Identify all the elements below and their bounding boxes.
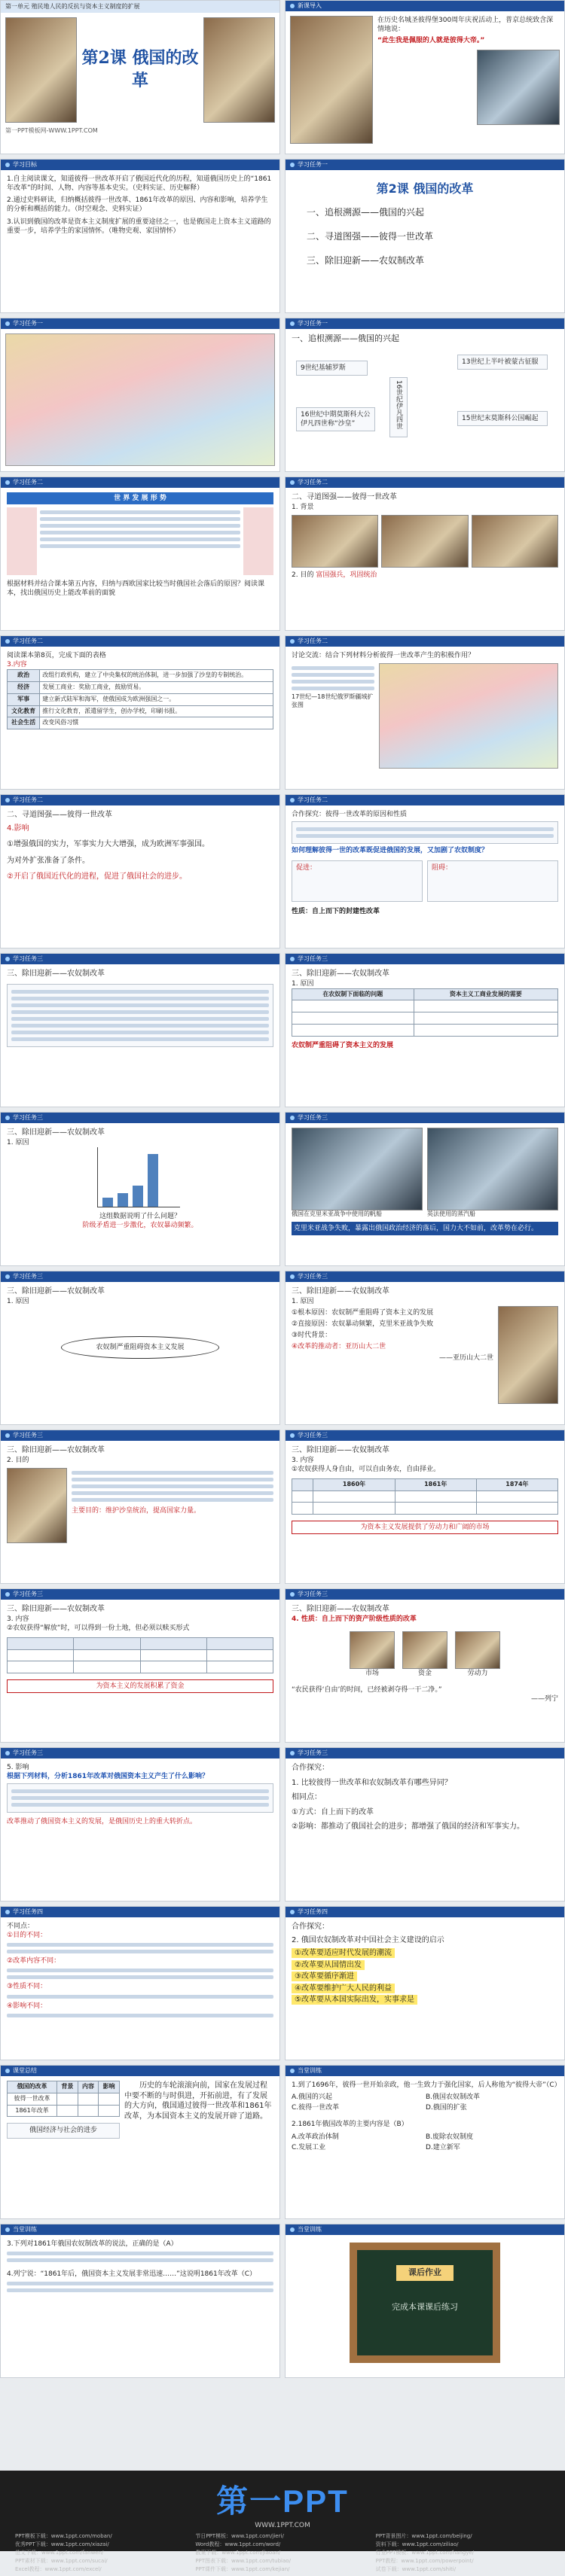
goal-item: 3.认识到俄国的改革是资本主义制度扩展的重要途径之一，也是俄国走上资本主义道路的重要一步，培养学生的家国情怀。（唯物史观、家国情怀）: [7, 218, 271, 235]
labor-image: [455, 1631, 500, 1669]
portrait-alexander-image: [7, 1468, 67, 1543]
slide-peter-background[interactable]: [285, 477, 565, 631]
slide-rise[interactable]: [285, 318, 565, 472]
inspiration-item: ①改革要适应时代发展的潮流: [292, 1948, 395, 1958]
slide-header: 学习任务二: [13, 796, 43, 803]
slide-header: 当堂训练: [298, 2066, 322, 2074]
slide-serfdom-cause-table[interactable]: [285, 953, 565, 1107]
bullet-icon: [5, 1592, 10, 1597]
promote-box: 促进：: [292, 860, 423, 902]
timeline-node: 9世纪基辅罗斯: [296, 361, 368, 376]
question: 2.1861年俄国改革的主要内容是（B）: [292, 2121, 408, 2129]
slide-title[interactable]: [0, 0, 280, 154]
expansion-map-image: [379, 663, 558, 769]
history-image: [292, 515, 378, 568]
slide-header: 学习任务三: [298, 1272, 328, 1280]
content-label: 3. 内容: [292, 1456, 314, 1464]
image-caption: 俄国在克里米亚战争中使用的帆船: [292, 1210, 382, 1217]
option[interactable]: B.废除农奴制度: [426, 2133, 474, 2141]
effect-label: 5. 影响: [7, 1764, 29, 1771]
footer-link[interactable]: 行业PPT模板：www.1ppt.com/hangye/: [375, 2550, 475, 2556]
steamship-image: [427, 1128, 558, 1210]
effect-label: 4.影响: [7, 824, 29, 833]
market-image: [350, 1631, 395, 1669]
diff-item: ①目的不同：: [7, 1932, 47, 1940]
slide-header: 学习任务三: [13, 1590, 43, 1597]
cause-item: ①根本原因：农奴制严重阻碍了资本主义的发展: [292, 1308, 434, 1317]
slide-header: 学习任务一: [298, 160, 328, 168]
diff-item: ④影响不同：: [7, 2002, 47, 2010]
slide-header: 学习任务三: [298, 1749, 328, 1756]
inspiration-item: ②改革要从国情出发: [292, 1960, 365, 1970]
bullet-icon: [5, 1116, 10, 1120]
option[interactable]: B.俄国农奴制改革: [426, 2093, 481, 2102]
slide-header: 学习任务二: [298, 796, 328, 803]
slide-header: 学习任务一: [298, 319, 328, 327]
slide-serfdom-content-1[interactable]: [285, 1430, 565, 1584]
slide-header: 课堂总结: [13, 2066, 37, 2074]
slide-header: 学习任务四: [298, 1908, 328, 1915]
slide-serfdom-effect[interactable]: [0, 1747, 280, 1902]
inquiry-title: 合作探究：: [292, 1764, 329, 1772]
summary-end: 俄国经济与社会的进步: [7, 2123, 120, 2138]
lenin-quote: “农民获得‘自由’的时间，已经被剥夺得一干二净。”: [292, 1685, 442, 1694]
slide-header: 学习目标: [13, 160, 37, 168]
cause-label: 1. 原因: [292, 1297, 314, 1305]
slide-header: 学习任务三: [13, 1272, 43, 1280]
compare-question: 1. 比较彼得一世改革和农奴制改革有哪些异同？: [292, 1778, 452, 1787]
person-name: ——亚历山大二世: [438, 1354, 493, 1363]
bullet-icon: [290, 1116, 295, 1120]
bullet-icon: [290, 1274, 295, 1279]
timeline-node: 13世纪上半叶被蒙古征服: [457, 355, 548, 370]
footer-link[interactable]: PPT背景图片：www.1ppt.com/beijing/: [375, 2533, 472, 2539]
slide-header: 学习任务二: [13, 637, 43, 644]
inspiration-item: ⑤改革要从本国实际出发，实事求是: [292, 1995, 417, 2005]
diff-item: ②改革内容不同：: [7, 1957, 61, 1965]
bullet-icon: [290, 4, 295, 8]
slide-header: 学习任务三: [298, 955, 328, 962]
inspiration-question: 2. 俄国农奴制改革对中国社会主义建设的启示: [292, 1935, 444, 1944]
bullet-icon: [5, 163, 10, 167]
effect-item: 为对外扩张准备了条件。: [7, 856, 90, 865]
cause-label: 1. 原因: [7, 1297, 29, 1305]
option[interactable]: D.俄国的扩张: [426, 2104, 467, 2112]
site-url: WWW.1PPT.COM: [255, 2522, 310, 2529]
option[interactable]: A.俄国的兴起: [292, 2093, 332, 2102]
inquiry-title: 合作探究：彼得一世改革的原因和性质: [292, 811, 408, 818]
slide-header: 学习任务二: [298, 478, 328, 486]
chart-question: 这组数据说明了什么问题？: [99, 1212, 181, 1220]
question: 1.到了1696年，彼得一世开始亲政，他一生致力于强化国家，后人称他为“彼得大帝”（C）: [292, 2081, 561, 2089]
homework-title: 课后作业: [396, 2265, 454, 2281]
bullet-icon: [5, 1433, 10, 1438]
slide-serfdom-purpose[interactable]: [0, 1430, 280, 1584]
cause-label: 1. 原因: [292, 979, 314, 988]
slide-header: 学习任务三: [13, 1113, 43, 1121]
section-heading: 三、除旧迎新——农奴制改革: [7, 1128, 105, 1137]
history-image: [472, 515, 558, 568]
footer-link[interactable]: PPT课件下载：www.1ppt.com/kejian/: [195, 2566, 290, 2572]
slide-serfdom-causes[interactable]: [285, 1271, 565, 1425]
slide-header: 学习任务三: [13, 1749, 43, 1756]
point-label: 2. 目的: [292, 571, 314, 579]
spacer: [0, 2383, 565, 2466]
region-label: [7, 507, 37, 575]
footer-link[interactable]: 节日PPT模板：www.1ppt.com/jieri/: [195, 2533, 284, 2539]
slide-peter-effect[interactable]: [0, 794, 280, 948]
cause-note: 农奴制严重阻碍了资本主义的发展: [292, 1041, 394, 1049]
option[interactable]: C.彼得一世改革: [292, 2104, 340, 2112]
content-note: 为资本主义发展提供了劳动力和广阔的市场: [292, 1521, 558, 1534]
uprising-bar-chart: [97, 1147, 180, 1207]
region-label: [243, 507, 273, 575]
icon-label: 市场: [365, 1669, 379, 1677]
slide-peter-content[interactable]: [0, 635, 280, 790]
bullet-icon: [290, 163, 295, 167]
timeline-node: 16世纪伊凡四世: [389, 377, 408, 437]
slide-header: 学习任务二: [13, 478, 43, 486]
summary-text: 历史的车轮滚滚向前，国家在发展过程中要不断的与时俱进，开拓前进，有了发展的大方向，俄国通过彼得一世改革和1861年改革，为本国资本主义的发展开辟了道路。: [124, 2081, 272, 2121]
bullet-icon: [290, 480, 295, 485]
nature-answer: 性质：自上而下的封建性改革: [292, 908, 380, 916]
summary-table: 俄国的改革 背景 内容 影响 彼得一世改革 1861年改革: [7, 2081, 120, 2117]
bullet-icon: [5, 2227, 10, 2232]
content-table: 政治 改组行政机构，建立了中央集权的统治体制，进一步加强了沙皇的专制统治。 经济 发展工商业：奖励工商业，鼓励贸易。 军事 建立新式陆军和海军，使俄国成为欧洲强国之一。 文化教育 推行文化教育，派遣留学生，创办学校，印刷书报。 社会生活 改变风俗习惯: [7, 669, 273, 729]
sailboat-image: [292, 1128, 423, 1210]
slide-header: 学习任务三: [13, 955, 43, 962]
outline-title: 第2课 俄国的改革: [376, 181, 474, 196]
content-point: ②农奴获得“解放”时，可以得到一份土地，但必须以赎买形式: [7, 1624, 190, 1632]
slide-practice-1[interactable]: [285, 2065, 565, 2219]
material-box: [292, 821, 558, 844]
slide-serfdom-chart[interactable]: [0, 1112, 280, 1266]
bullet-icon: [5, 1274, 10, 1279]
content-label: 3. 内容: [7, 1615, 29, 1623]
section-heading: 二、寻道图强——彼得一世改革: [292, 493, 397, 501]
footer-link[interactable]: 试卷下载：www.1ppt.com/shiti/: [375, 2566, 457, 2572]
cause-table: 在农奴制下面临的问题 资本主义工商业发展的需要: [292, 988, 558, 1037]
slide-compare-same[interactable]: [285, 1747, 565, 1902]
center-ellipse: 农奴制严重阻碍资本主义发展: [61, 1336, 219, 1359]
slide-header: 新课导入: [298, 2, 322, 9]
bullet-icon: [5, 957, 10, 961]
money-image: [402, 1631, 447, 1669]
footer-link[interactable]: PPT图表下载：www.1ppt.com/tubiao/: [195, 2558, 291, 2564]
population-table: 1860年 1861年 1874年: [292, 1478, 558, 1515]
map-caption: 17世纪—18世纪俄罗斯疆域扩张图: [292, 693, 374, 708]
purpose-label: 2. 目的: [7, 1456, 29, 1464]
purpose-answer: 富国强兵，巩固统治: [316, 571, 377, 579]
chart-answer: 阶级矛盾进一步激化，农奴暴动频繁。: [82, 1221, 198, 1229]
slide-header: 当堂训练: [298, 2225, 322, 2233]
bullet-icon: [290, 639, 295, 644]
slide-header: 学习任务三: [13, 1431, 43, 1439]
slide-discussion[interactable]: [285, 635, 565, 790]
icon-label: 资金: [417, 1669, 432, 1677]
inquiry-question: 如何理解彼得一世的改革既促进俄国的发展，又加剧了农奴制度？: [292, 847, 489, 855]
content-note: 为资本主义的发展积累了资金: [7, 1679, 273, 1693]
inquiry-title: 合作探究：: [292, 1923, 329, 1931]
russia-map-image: [5, 333, 275, 466]
section-heading: 三、除旧迎新——农奴制改革: [292, 1287, 389, 1296]
slide-outline[interactable]: [285, 159, 565, 313]
footer-link[interactable]: 优秀PPT下载：www.1ppt.com/xiazai/: [15, 2541, 109, 2547]
diff-title: 不同点：: [7, 1923, 35, 1930]
portrait-putin-image: [477, 50, 560, 125]
bullet-icon: [290, 321, 295, 326]
slide-homework[interactable]: [285, 2224, 565, 2378]
section-heading: 三、除旧迎新——农奴制改革: [292, 970, 389, 978]
intro-quote: “此生我是佩服的人就是彼得大帝。”: [377, 37, 485, 45]
effect-item: ①增强俄国的实力，军事实力大大增强，成为欧洲军事强国。: [7, 840, 209, 848]
bullet-icon: [5, 798, 10, 802]
section-heading: 三、除旧迎新——农奴制改革: [7, 1446, 105, 1454]
homework-text: 完成本课课后练习: [392, 2301, 458, 2312]
section-heading: 一、追根溯源——俄国的兴起: [292, 333, 399, 343]
footer-link[interactable]: 资料下载：www.1ppt.com/ziliao/: [375, 2541, 459, 2547]
outline-item: 一、追根溯源——俄国的兴起: [307, 206, 425, 218]
data-table: [7, 1637, 273, 1673]
hinder-box: 阻碍：: [427, 860, 558, 902]
slide-practice-2[interactable]: [0, 2224, 280, 2378]
effect-question: 根据下列材料，分析1861年改革对俄国资本主义产生了什么影响？: [7, 1773, 209, 1781]
slide-header: 学习任务一: [13, 319, 43, 327]
portrait-alexander-image: [498, 1306, 558, 1404]
point-label: 1. 背景: [292, 503, 314, 511]
footer-link[interactable]: Word教程：www.1ppt.com/word/: [195, 2541, 281, 2547]
cause-item: ③时代背景：: [292, 1331, 332, 1339]
site-logo: 第一PPT: [216, 2483, 349, 2519]
bullet-icon: [5, 1910, 10, 1914]
chart-bar: [133, 1186, 143, 1207]
slide-intro[interactable]: [285, 0, 565, 154]
bullet-icon: [290, 957, 295, 961]
slide-goals[interactable]: [0, 159, 280, 313]
task-intro: 阅读课本第8页，完成下面的表格: [7, 652, 106, 659]
bullet-icon: [290, 1751, 295, 1755]
same-item: ①方式：自上而下的改革: [292, 1807, 374, 1816]
slide-summary[interactable]: [0, 2065, 280, 2219]
slide-footer: 第一PPT模板网-WWW.1PPT.COM: [5, 127, 98, 134]
quote-author: ——列宁: [530, 1694, 558, 1703]
bullet-icon: [5, 321, 10, 326]
icon-label: 劳动力: [467, 1669, 488, 1677]
same-item: ②影响：都推动了俄国社会的进步；都增强了俄国的经济和军事实力。: [292, 1822, 524, 1831]
bullet-icon: [290, 1433, 295, 1438]
blackboard: [350, 2243, 500, 2363]
bullet-icon: [5, 639, 10, 644]
footer-link[interactable]: PPT模板下载：www.1ppt.com/moban/: [15, 2533, 112, 2539]
footer-link[interactable]: Excel教程：www.1ppt.com/excel/: [15, 2566, 102, 2572]
slide-header: 学习任务四: [13, 1908, 43, 1915]
outline-item: 三、除旧迎新——农奴制改革: [307, 254, 425, 266]
slide-header: 学习任务二: [298, 637, 328, 644]
cause-label: 1. 原因: [7, 1138, 29, 1146]
section-heading: 三、除旧迎新——农奴制改革: [7, 1605, 105, 1613]
outline-item: 二、寻道图强——彼得一世改革: [307, 230, 434, 242]
purpose-answer: 主要目的：维护沙皇统治，提高国家力量。: [72, 1506, 201, 1515]
section-heading: 二、寻道图强——彼得一世改革: [7, 811, 112, 819]
bullet-icon: [290, 1910, 295, 1914]
unit-header: 第一单元 殖民地人民的反抗与资本主义制度的扩展: [1, 1, 279, 13]
history-image: [381, 515, 468, 568]
timeline-node: 15世纪末莫斯科公国崛起: [457, 411, 548, 426]
slide-compare-diff[interactable]: [0, 1906, 280, 2060]
timeline-node: 16世纪中期莫斯科大公伊凡四世称“沙皇”: [296, 407, 375, 431]
bullet-icon: [5, 1751, 10, 1755]
inspiration-item: ④改革要维护广大人民的利益: [292, 1984, 395, 1993]
slide-crimean-war[interactable]: [285, 1112, 565, 1266]
option[interactable]: D.建立新军: [426, 2143, 460, 2151]
chart-bar: [148, 1154, 158, 1207]
section-heading: 三、除旧迎新——农奴制改革: [7, 970, 105, 978]
bullet-icon: [5, 480, 10, 485]
slide-header: 学习任务三: [298, 1431, 328, 1439]
slide-header: 学习任务三: [298, 1113, 328, 1121]
section-heading: 三、除旧迎新——农奴制改革: [292, 1605, 389, 1613]
question: 3.下列对1861年俄国农奴制改革的说法，正确的是（A）: [7, 2240, 178, 2248]
footer-link[interactable]: 范文下载：www.1ppt.com/fanwen/: [15, 2550, 104, 2556]
bullet-icon: [290, 2227, 295, 2232]
intro-text: 在历史名城圣彼得堡300周年庆祝活动上，普京总统致含深情地说：: [377, 17, 554, 34]
slide-serfdom-nature[interactable]: [285, 1588, 565, 1743]
slide-serfdom-intro[interactable]: [0, 953, 280, 1107]
bullet-icon: [290, 1592, 295, 1597]
site-footer: [0, 2471, 565, 2572]
cause-item: ④改革的推动者：亚历山大二世: [292, 1343, 386, 1351]
nature-label: 4. 性质：自上而下的资产阶级性质的改革: [292, 1615, 417, 1623]
footer-link[interactable]: PPT素材下载：www.1ppt.com/sucai/: [15, 2558, 108, 2564]
footer-link[interactable]: 教案下载：www.1ppt.com/jiaoan/: [195, 2550, 281, 2556]
war-result: 克里米亚战争失败，暴露出俄国政治经济的落后，国力大不如前，改革势在必行。: [292, 1222, 558, 1235]
option[interactable]: C.发展工业: [292, 2143, 326, 2151]
trend-caption: 根据材料并结合课本第五内容，归纳与西欧国家比较当时俄国社会落后的原因？阅读课本，找出俄国历史上能改革前的面貌: [7, 580, 265, 598]
diff-item: ③性质不同：: [7, 1983, 47, 1991]
slide-map[interactable]: [0, 318, 280, 472]
slide-header: 当堂训练: [13, 2225, 37, 2233]
bullet-icon: [290, 798, 295, 802]
question: 4.列宁说：“1861年后，俄国资本主义发展非常迅速……”这说明1861年改革（C）: [7, 2270, 257, 2279]
goal-item: 1.自主阅读课文，知道彼得一世改革开启了俄国近代化的历程，知道俄国历史上的“1861年改革”的时间、人物、内容等基本史实。（史料实证、历史解释）: [7, 175, 272, 193]
content-label: 3.内容: [7, 661, 27, 669]
same-label: 相同点：: [292, 1793, 322, 1801]
portrait-peter-image: [290, 16, 373, 144]
goal-item: 2.通过史料研读，归纳概括彼得一世改革、1861年改革的原因、内容和影响，培养学生的分析和概括的能力。（时空观念、史料实证）: [7, 196, 268, 214]
image-caption: 英法使用的蒸汽船: [427, 1210, 475, 1217]
slide-serfdom-diagram[interactable]: [0, 1271, 280, 1425]
bullet-icon: [5, 2069, 10, 2073]
cause-item: ②直接原因：农奴暴动频繁，克里米亚战争失败: [292, 1320, 434, 1328]
chart-bar: [118, 1193, 128, 1207]
effect-answer: 改革推动了俄国资本主义的发展，是俄国历史上的重大转折点。: [7, 1818, 197, 1826]
content-point: ①农奴获得人身自由，可以自由务农，自由择业。: [292, 1465, 441, 1473]
effect-item: ②开启了俄国近代化的进程，促进了俄国社会的进步。: [7, 872, 187, 881]
section-heading: 三、除旧迎新——农奴制改革: [292, 1446, 389, 1454]
chart-bar: [102, 1198, 113, 1207]
slide-peter-nature[interactable]: [285, 794, 565, 948]
footer-link[interactable]: PPT教程：www.1ppt.com/powerpoint/: [375, 2558, 474, 2564]
slide-serfdom-content-2[interactable]: [0, 1588, 280, 1743]
portrait-alexander-image: [203, 17, 275, 123]
lesson-title: 第2课 俄国的改革: [81, 48, 199, 90]
inspiration-item: ③改革要循序渐进: [292, 1972, 357, 1981]
slide-inspiration[interactable]: [285, 1906, 565, 2060]
slide-header: 学习任务三: [298, 1590, 328, 1597]
trend-banner: 世 界 发 展 形 势: [7, 492, 273, 504]
discussion-question: 讨论交流：结合下列材料分析彼得一世改革产生的积极作用？: [292, 652, 475, 659]
section-heading: 三、除旧迎新——农奴制改革: [7, 1287, 105, 1296]
slide-world-trend[interactable]: [0, 477, 280, 631]
bullet-icon: [290, 2069, 295, 2073]
option[interactable]: A.改革政治体制: [292, 2133, 339, 2141]
portrait-peter-image: [5, 17, 77, 123]
